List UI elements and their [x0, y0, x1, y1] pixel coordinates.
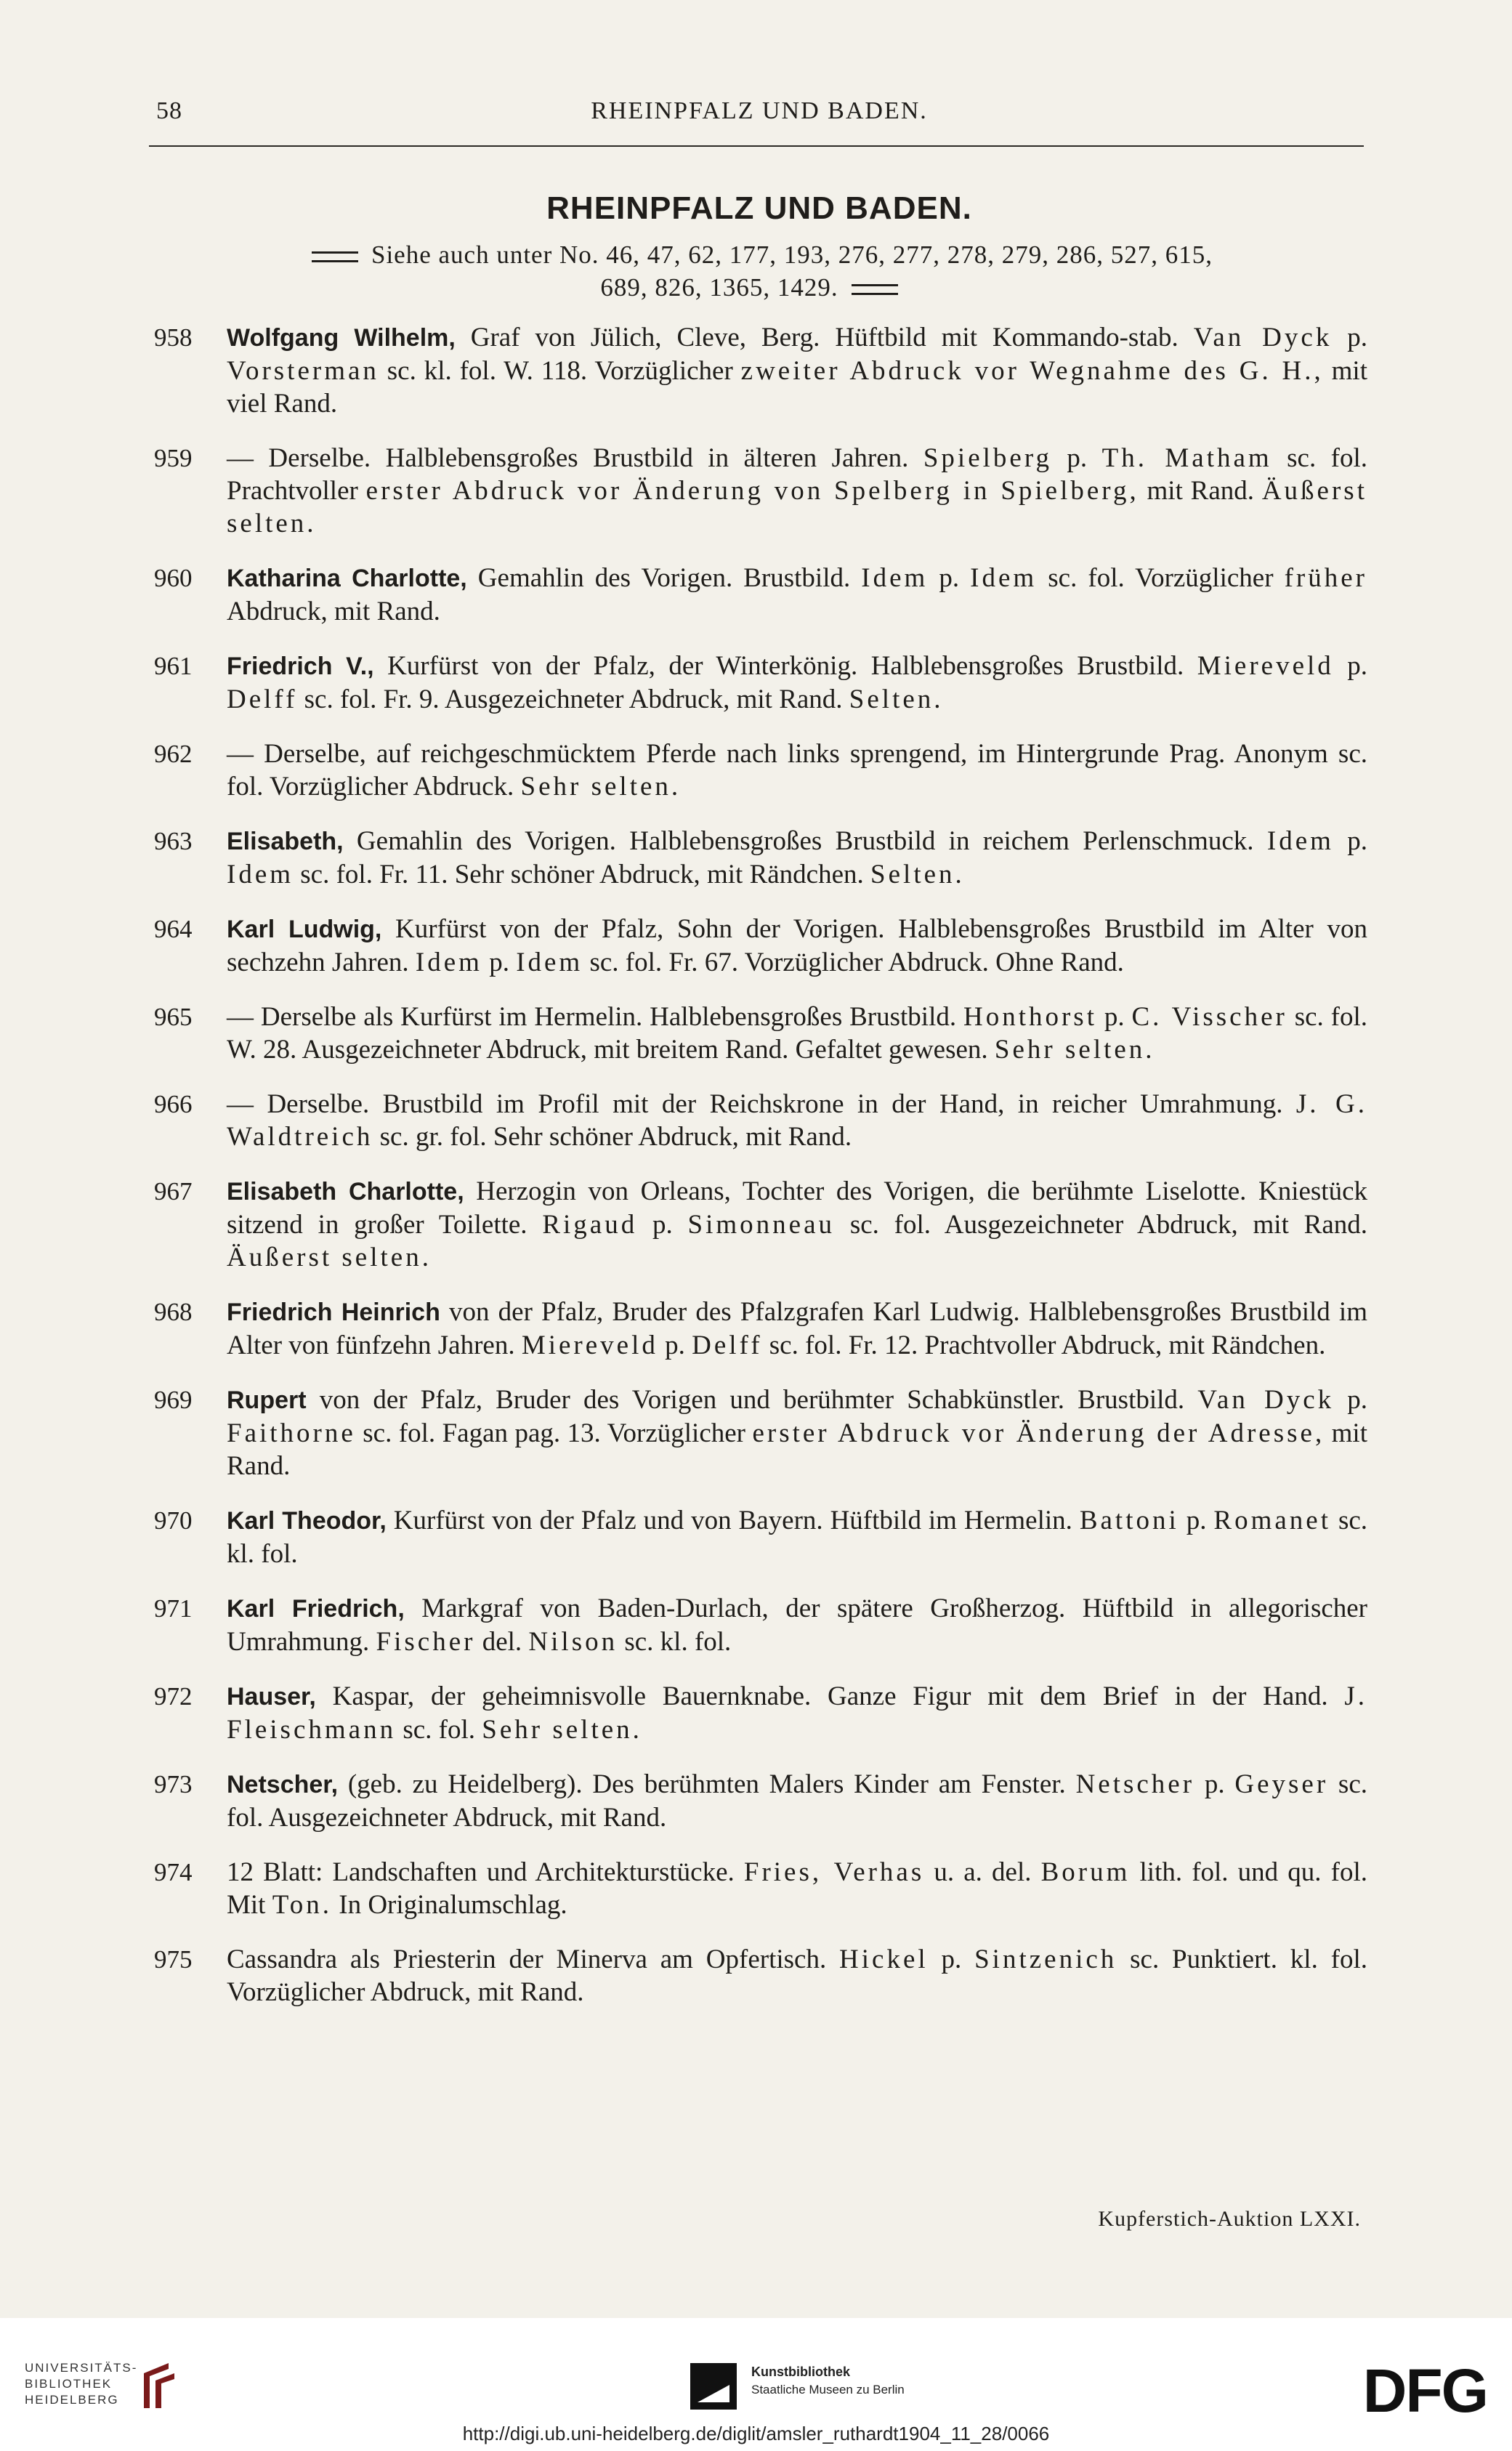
- catalog-entry: [154, 1175, 1367, 1274]
- see-also-line2: 689, 826, 1365, 1429.: [600, 273, 838, 302]
- entry-text: Graf von Jülich, Cleve, Berg. Hüftbild mit Kommando-stab.: [455, 323, 1194, 352]
- entry-spaced-text: Netscher: [1075, 1769, 1195, 1799]
- university-library-label: [25, 2360, 137, 2408]
- entry-spaced-text: zweiter Abdruck vor Wegnahme des G. H.,: [740, 356, 1324, 386]
- catalog-entry: [154, 738, 1367, 803]
- entry-spaced-text: Miereveld: [1197, 651, 1334, 681]
- entry-text: — Derselbe. Halblebensgroßes Brustbild in älteren Jahren.: [227, 443, 923, 473]
- dfg-logo: DFG: [1362, 2357, 1487, 2425]
- entry-text: mit Rand.: [227, 1418, 1367, 1481]
- entry-text: Kurfürst von der Pfalz, der Winterkönig. Halblebensgroßes Brustbild.: [373, 651, 1197, 681]
- entry-number: 961: [154, 652, 193, 680]
- entry-text: p.: [1096, 1002, 1132, 1032]
- entry-text: lith. fol. und qu. fol. Mit: [227, 1857, 1368, 1920]
- entry-text: sc. gr. fol. Sehr schöner Abdruck, mit Rand.: [373, 1122, 852, 1152]
- entry-spaced-text: Vorsterman: [227, 356, 379, 386]
- entry-number: 969: [154, 1386, 193, 1414]
- kunstbibliothek-logo-icon: [690, 2363, 737, 2410]
- entry-spaced-text: Fischer: [376, 1627, 476, 1657]
- header-rule: [149, 145, 1364, 147]
- entry-text: p.: [1194, 1769, 1235, 1799]
- entry-number: 965: [154, 1003, 193, 1031]
- digitization-footer: [0, 2318, 1512, 2451]
- entry-spaced-text: Van Dyck: [1197, 1385, 1335, 1415]
- kunstbibliothek-label: [751, 2363, 905, 2399]
- page-number: 58: [156, 97, 182, 124]
- entry-name: Friedrich Heinrich: [227, 1299, 440, 1326]
- entry-number: 964: [154, 915, 193, 943]
- entry-text: sc. fol. Fr. 12. Prachtvoller Abdruck, mit Rändchen.: [762, 1331, 1326, 1360]
- entry-number: 972: [154, 1682, 193, 1711]
- entry-spaced-text: Ton.: [272, 1890, 332, 1920]
- entry-spaced-text: Idem: [516, 948, 583, 977]
- catalog-entry: [154, 1943, 1367, 2008]
- entry-spaced-text: Borum: [1040, 1857, 1131, 1887]
- entry-text: sc. fol. Ausgezeichneter Abdruck, mit Rand.: [227, 1769, 1367, 1833]
- entry-spaced-text: Sintzenich: [974, 1945, 1117, 1974]
- entry-text: p.: [637, 1210, 688, 1240]
- entry-text: sc. fol. Vorzüglicher: [1037, 563, 1285, 593]
- entry-number: 975: [154, 1945, 193, 1974]
- entry-spaced-text: Spielberg: [923, 443, 1052, 473]
- entry-name: Karl Theodor,: [227, 1507, 387, 1535]
- entry-text: p.: [928, 563, 971, 593]
- entry-spaced-text: Delff: [227, 685, 298, 714]
- catalog-entries: [154, 321, 1367, 2030]
- museum-name: Kunstbibliothek: [751, 2365, 850, 2379]
- entry-spaced-text: Idem: [970, 563, 1038, 593]
- museum-subtitle: Staatliche Museen zu Berlin: [751, 2383, 905, 2397]
- running-title: RHEINPFALZ UND BADEN.: [591, 97, 928, 124]
- entry-name: Karl Ludwig,: [227, 916, 382, 943]
- entry-spaced-text: Battoni: [1079, 1506, 1179, 1535]
- entry-text: Gemahlin des Vorigen. Halblebensgroßes Brustbild in reichem Perlenschmuck.: [343, 826, 1267, 856]
- entry-number: 960: [154, 564, 193, 592]
- entry-number: 970: [154, 1506, 193, 1535]
- entry-spaced-text: Romanet: [1213, 1506, 1332, 1535]
- catalog-entry: [154, 825, 1367, 891]
- entry-name: Hauser,: [227, 1683, 316, 1711]
- entry-spaced-text: Äußerst selten.: [227, 1243, 432, 1272]
- entry-name: Friedrich V.,: [227, 653, 374, 680]
- entry-spaced-text: früher: [1284, 563, 1367, 593]
- sale-reference: Kupferstich-Auktion LXXI.: [1098, 2207, 1361, 2231]
- entry-spaced-text: Nilson: [528, 1627, 618, 1657]
- entry-text: — Derselbe. Brustbild im Profil mit der Reichskrone in der Hand, in reicher Umrahmung.: [227, 1089, 1296, 1119]
- entry-spaced-text: Faithorne: [227, 1418, 356, 1448]
- entry-text: p.: [1333, 826, 1367, 856]
- entry-spaced-text: Fries, Verhas: [743, 1857, 925, 1887]
- entry-name: Katharina Charlotte,: [227, 565, 467, 592]
- entry-text: Kurfürst von der Pfalz und von Bayern. Hüftbild im Hermelin.: [386, 1506, 1080, 1535]
- entry-text: p.: [1334, 1385, 1368, 1415]
- entry-spaced-text: J. Fleischmann: [227, 1681, 1367, 1745]
- entry-text: p.: [1332, 323, 1367, 352]
- entry-text: sc. fol. Fagan pag. 13. Vorzüglicher: [355, 1418, 753, 1448]
- catalog-entry: [154, 1768, 1367, 1834]
- catalog-entry: [154, 650, 1367, 716]
- entry-spaced-text: Sehr selten.: [520, 772, 682, 801]
- entry-number: 971: [154, 1594, 193, 1623]
- running-head: [156, 97, 1362, 141]
- entry-spaced-text: Simonneau: [687, 1210, 836, 1240]
- entry-name: Elisabeth Charlotte,: [227, 1178, 464, 1206]
- entry-text: p.: [1179, 1506, 1214, 1535]
- entry-text: sc. fol. Prachtvoller: [227, 443, 1367, 506]
- university-line3: HEIDELBERG: [25, 2393, 119, 2407]
- entry-text: Kaspar, der geheimnisvolle Bauernknabe. Ganze Figur mit dem Brief in der Hand.: [315, 1681, 1345, 1711]
- catalog-entry: [154, 1088, 1367, 1153]
- entry-spaced-text: J. G. Waldtreich: [227, 1089, 1367, 1152]
- catalog-entry: [154, 1680, 1367, 1746]
- catalog-entry: [154, 321, 1367, 420]
- entry-text: — Derselbe, auf reichgeschmücktem Pferde nach links sprengend, im Hintergrunde Prag. Anonym sc. fol. Vorzüglicher Abdruck.: [227, 739, 1367, 801]
- entry-spaced-text: Th. Matham: [1101, 443, 1272, 473]
- entry-text: p.: [482, 948, 517, 977]
- entry-name: Rupert: [227, 1386, 307, 1414]
- entry-number: 962: [154, 740, 193, 768]
- entry-text: — Derselbe als Kurfürst im Hermelin. Halblebensgroßes Brustbild.: [227, 1002, 963, 1032]
- entry-text: von der Pfalz, Bruder des Pfalzgrafen Karl Ludwig. Halblebensgroßes Brustbild im Alter von fünfzehn Jahren.: [227, 1297, 1367, 1360]
- entry-spaced-text: Sehr selten.: [482, 1715, 642, 1745]
- entry-spaced-text: Miereveld: [521, 1331, 658, 1360]
- entry-spaced-text: Selten.: [849, 685, 944, 714]
- university-line1: UNIVERSITÄTS-: [25, 2361, 138, 2375]
- entry-text: p.: [1333, 651, 1368, 681]
- entry-text: mit viel Rand.: [227, 356, 1367, 419]
- entry-text: sc. Punktiert. kl. fol. Vorzüglicher Abdruck, mit Rand.: [227, 1945, 1368, 2007]
- catalog-entry: [154, 1592, 1367, 1658]
- entry-spaced-text: Hickel: [839, 1945, 929, 1974]
- entry-text: Abdruck, mit Rand.: [227, 597, 440, 626]
- entry-text: u. a. del.: [924, 1857, 1041, 1887]
- entry-text: p.: [928, 1945, 975, 1974]
- catalog-entry: [154, 1384, 1367, 1482]
- entry-spaced-text: Idem: [415, 948, 482, 977]
- entry-text: sc. fol.: [396, 1715, 482, 1745]
- entry-number: 973: [154, 1770, 193, 1798]
- source-url[interactable]: http://digi.ub.uni-heidelberg.de/diglit/amsler_ruthardt1904_11_28/0066: [462, 2423, 1050, 2444]
- entry-spaced-text: C. Visscher: [1131, 1002, 1287, 1032]
- entry-text: In Originalumschlag.: [332, 1890, 567, 1920]
- entry-number: 968: [154, 1298, 193, 1326]
- see-also-note: [167, 238, 1344, 304]
- section-title: RHEINPFALZ UND BADEN.: [546, 190, 972, 226]
- entry-text: p.: [1051, 443, 1102, 473]
- catalog-entry: [154, 1296, 1367, 1362]
- entry-text: 12 Blatt: Landschaften und Architekturstücke.: [227, 1857, 744, 1887]
- entry-text: sc. fol. Ausgezeichneter Abdruck, mit Rand.: [835, 1210, 1367, 1240]
- entry-text: von der Pfalz, Bruder des Vorigen und berühmter Schabkünstler. Brustbild.: [306, 1385, 1198, 1415]
- entry-name: Netscher,: [227, 1771, 339, 1798]
- entry-text: Markgraf von Baden-Durlach, der spätere Großherzog. Hüftbild in allegorischer Umrahmung.: [227, 1594, 1368, 1657]
- entry-number: 966: [154, 1090, 193, 1118]
- entry-number: 963: [154, 827, 193, 855]
- entry-spaced-text: Honthorst: [963, 1002, 1097, 1032]
- entry-spaced-text: Idem: [227, 860, 294, 889]
- entry-spaced-text: Van Dyck: [1193, 323, 1333, 352]
- catalog-entry: [154, 913, 1367, 979]
- entry-name: Elisabeth,: [227, 828, 344, 855]
- entry-text: sc. fol. Fr. 67. Vorzüglicher Abdruck. Ohne Rand.: [583, 948, 1124, 977]
- double-rule-left: [312, 251, 358, 262]
- entry-text: sc. kl. fol. W. 118. Vorzüglicher: [379, 356, 741, 386]
- university-line2: BIBLIOTHEK: [25, 2377, 113, 2391]
- entry-spaced-text: Geyser: [1234, 1769, 1329, 1799]
- entry-spaced-text: Idem: [861, 563, 929, 593]
- entry-number: 974: [154, 1858, 193, 1886]
- entry-spaced-text: erster Abdruck vor Änderung der Adresse,: [752, 1418, 1325, 1448]
- university-logo-icon: [140, 2360, 179, 2411]
- entry-text: sc. kl. fol.: [618, 1627, 732, 1657]
- entry-text: mit Rand.: [1139, 476, 1262, 506]
- entry-spaced-text: Rigaud: [542, 1210, 638, 1240]
- catalog-entry: [154, 562, 1367, 628]
- catalog-entry: [154, 1504, 1367, 1570]
- entry-spaced-text: Sehr selten.: [994, 1035, 1155, 1065]
- entry-text: sc. fol. Fr. 11. Sehr schöner Abdruck, mit Rändchen.: [294, 860, 871, 889]
- double-rule-right: [852, 284, 898, 295]
- entry-spaced-text: Idem: [1266, 826, 1334, 856]
- catalog-entry: [154, 442, 1367, 540]
- entry-spaced-text: Äußerst selten.: [227, 476, 1367, 538]
- entry-number: 959: [154, 444, 193, 472]
- entry-name: Karl Friedrich,: [227, 1595, 405, 1623]
- entry-text: Cassandra als Priesterin der Minerva am Opfertisch.: [227, 1945, 840, 1974]
- entry-spaced-text: Delff: [692, 1331, 763, 1360]
- catalog-entry: [154, 1856, 1367, 1921]
- entry-text: Herzogin von Orleans, Tochter des Vorigen, die berühmte Liselotte. Kniestück sitzend in großer Toilette.: [227, 1176, 1367, 1240]
- entry-number: 967: [154, 1177, 193, 1206]
- entry-name: Wolfgang Wilhelm,: [227, 324, 456, 352]
- entry-text: (geb. zu Heidelberg). Des berühmten Malers Kinder am Fenster.: [338, 1769, 1076, 1799]
- entry-text: sc. kl. fol.: [227, 1506, 1368, 1569]
- entry-spaced-text: erster Abdruck vor Änderung von Spelberg in Spielberg,: [365, 476, 1139, 506]
- entry-text: del.: [475, 1627, 529, 1657]
- entry-text: sc. fol. W. 28. Ausgezeichneter Abdruck, mit breitem Rand. Gefaltet gewesen.: [227, 1002, 1367, 1065]
- entry-text: Gemahlin des Vorigen. Brustbild.: [466, 563, 862, 593]
- see-also-line1: Siehe auch unter No. 46, 47, 62, 177, 193, 276, 277, 278, 279, 286, 527, 615,: [371, 241, 1213, 269]
- entry-text: p.: [658, 1331, 692, 1360]
- entry-text: sc. fol. Fr. 9. Ausgezeichneter Abdruck, mit Rand.: [297, 685, 849, 714]
- entry-spaced-text: Selten.: [870, 860, 965, 889]
- catalog-entry: [154, 1001, 1367, 1066]
- entry-text: Kurfürst von der Pfalz, Sohn der Vorigen. Halblebensgroßes Brustbild im Alter von sechzehn Jahren.: [227, 914, 1367, 977]
- entry-number: 958: [154, 323, 193, 352]
